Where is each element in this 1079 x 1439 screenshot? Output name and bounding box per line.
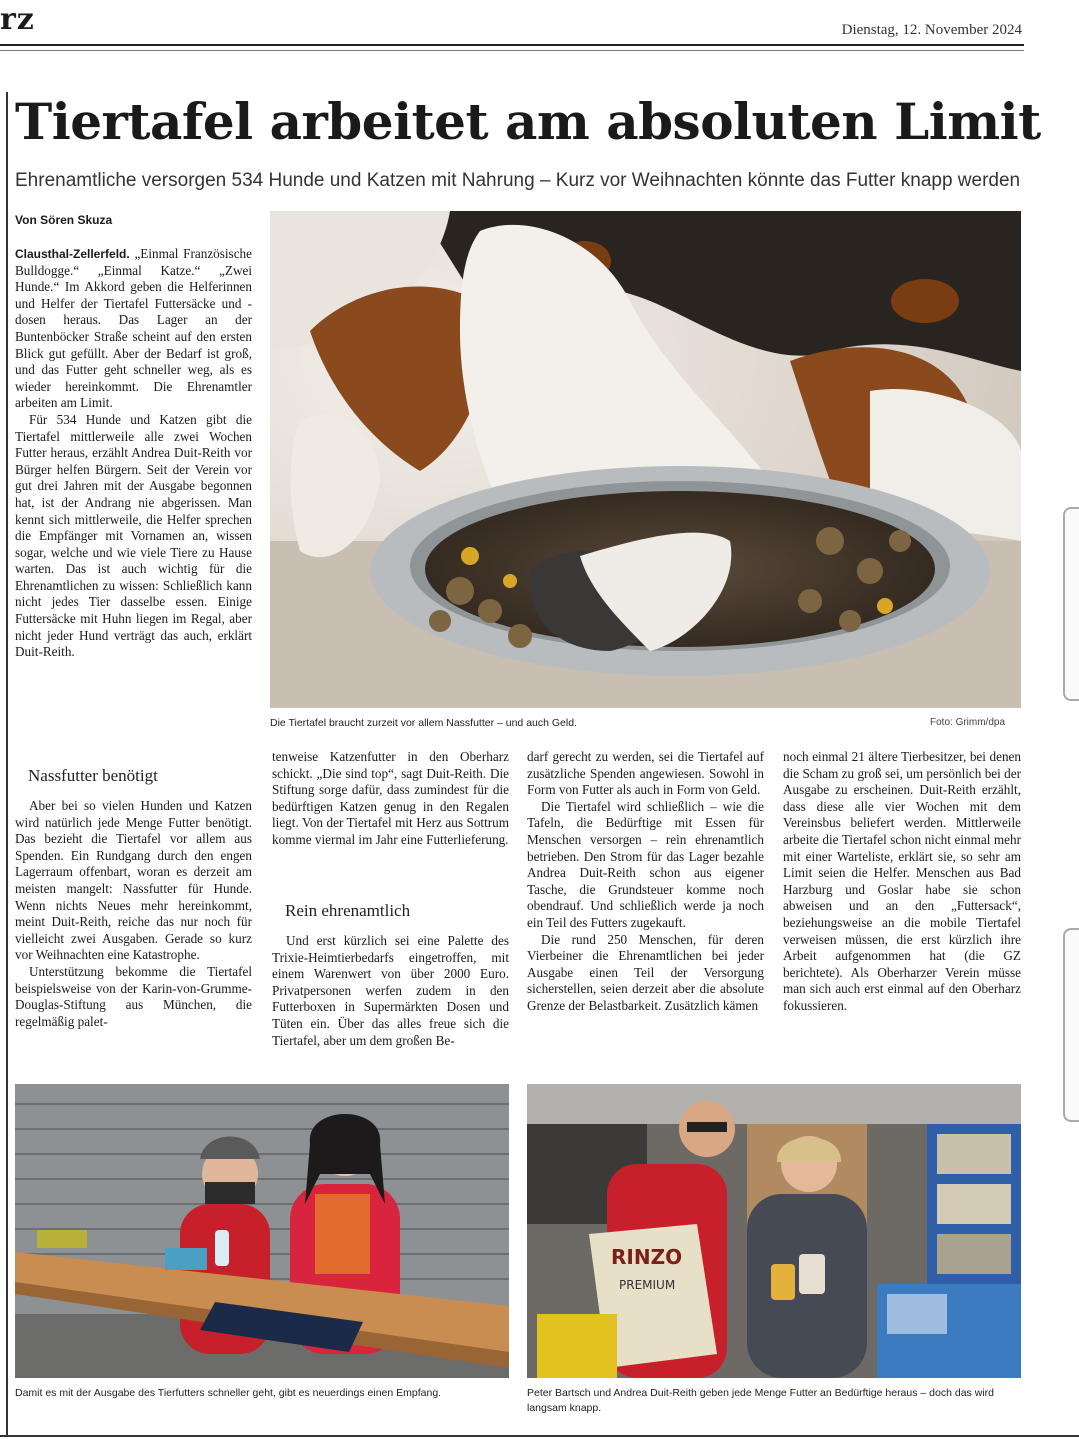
page-header bbox=[0, 0, 1024, 46]
header-rule bbox=[0, 50, 1024, 51]
article-paragraph: Aber bei so vielen Hunden und Katzen wird natürlich jede Menge Futter benötigt. Das bezieht die Tiertafel vor allem aus Spenden. Ein Rundgang durch den engen Lagerraum offenbart, woran es derzeit am meisten mangelt: Nassfutter für Hunde. Wenn nichts Neues mehr hereinkommt, meint Duit-Reith, reiche das nur noch für vielleicht zwei Ausgaben. Gerade so kurz vor Weihnachten eine Katastrophe. bbox=[15, 798, 252, 963]
article-column-1-upper bbox=[15, 246, 252, 661]
article-paragraph: tenweise Katzenfutter in den Oberharz schickt. „Die sind top“, sagt Duit-Reith. Die Stiftung sorge dafür, dass zumindest für die bedürftigen Katzen genug in den Regalen liegt. Von der Tiertafel mit Herz aus Sottrum komme viermal im Jahr eine Futterlieferung. bbox=[272, 749, 509, 847]
article-column-2-lower bbox=[272, 933, 509, 1049]
article-paragraph: darf gerecht zu werden, sei die Tiertafel auf zusätzliche Spenden angewiesen. Sowohl in Form von Futter als auch in Form von Geld. bbox=[527, 749, 764, 798]
article-paragraph: Für 534 Hunde und Katzen gibt die Tiertafel mittlerweile alle zwei Wochen Futter heraus, erzählt Andrea Duit-Reith vor Bürger helfen Bürgern. Seit der Verein vor gut drei Jahren mit der Ausgabe begonnen hat, ist der Andrang nie abgerissen. Man kennt sich mittlerweile, die Helfer sprechen die Empfänger mit Vornamen an, wissen sogar, welche und wie viele Tiere zu Hause warten. Das ist auch wichtig für die Ehrenamtlichen zu wissen: Schließlich kann nicht jedes Tier dasselbe essen. Einige Futtersäcke mit Huhn liegen im Regal, aber nicht jeder Hund verträgt das auch, erklärt Duit-Reith. bbox=[15, 411, 252, 660]
article-subtitle: Ehrenamtliche versorgen 534 Hunde und Katzen mit Nahrung – Kurz vor Weihnachten könnte das Futter knapp werden bbox=[15, 170, 1021, 191]
main-photo-caption: Die Tiertafel braucht zurzeit vor allem Nassfutter – und auch Geld. bbox=[270, 717, 577, 729]
food-bag-sublabel: PREMIUM bbox=[619, 1278, 676, 1292]
article-column-3 bbox=[527, 749, 764, 1015]
page-bottom-rule bbox=[0, 1435, 1079, 1437]
article-column-4 bbox=[783, 749, 1021, 1015]
dog-eating-photo bbox=[270, 211, 1021, 708]
reception-photo bbox=[15, 1084, 509, 1378]
article-paragraph: Die rund 250 Menschen, für deren Vierbeiner die Ehrenamtlichen bei jeder Ausgabe einen Teil der Versorgung sicherstellen, seien derzeit aber die absolute Grenze der Belastbarkeit. Zusätzlich kämen bbox=[527, 931, 764, 1013]
article-paragraph: Unterstützung bekomme die Tiertafel beispielsweise von der Karin-von-Grumme-Douglas-Stiftung aus München, die regelmäßig palet- bbox=[15, 963, 252, 1029]
main-photo-credit: Foto: Grimm/dpa bbox=[930, 717, 1006, 728]
article-paragraph bbox=[15, 246, 252, 412]
article-paragraph: Die Tiertafel wird schließlich – wie die Tafeln, die Bedürftige mit Essen für Menschen versorgen – rein ehrenamtlich betrieben. Den Strom für das Lager bezahle Andrea Duit-Reith schon aus eigener Tasche, die Grundsteuer komme noch obendrauf. Und schließlich werde ja noch ein Teil des Futters zugekauft. bbox=[527, 798, 764, 930]
paragraph-text: „Einmal Französische Bulldogge.“ „Einmal Katze.“ „Zwei Hunde.“ Im Akkord geben die Helferinnen und Helfer der Tiertafel Futtersäcke und -dosen heraus. Das Lager an der Buntenböcker Straße scheint auf den ersten Blick gut gefüllt. Aber der Bedarf ist groß, und das Futter geht schneller weg, als es wieder hereinkommt. Die Ehrenamtler arbeiten am Limit. bbox=[15, 246, 252, 411]
reception-photo-caption: Damit es mit der Ausgabe des Tierfutters schneller geht, gibt es neuerdings einen Empfang. bbox=[15, 1387, 442, 1399]
article-byline: Von Sören Skuza bbox=[15, 213, 113, 227]
warehouse-photo bbox=[527, 1084, 1021, 1378]
page-turn-handle-lower[interactable] bbox=[1063, 928, 1079, 1122]
article-title: Tiertafel arbeitet am absoluten Limit bbox=[15, 92, 1041, 151]
article-paragraph: noch einmal 21 ältere Tierbesitzer, bei denen die Scham zu groß sei, um persönlich bei der Ausgabe zu erscheinen. Duit-Reith erzählt, dass diese alle vier Wochen mit dem Vereinsbus beliefert werden. Mittlerweile arbeite die Tiertafel schon nicht einmal mehr mit einer Warteliste, erklärt sie, so sehr am Limit seien die Helfer. Menschen aus Bad Harzburg und Goslar habe sie schon abweisen und an den „Futtersack“, beziehungsweise an die mobile Tiertafel verweisen müssen, die erst kürzlich ihre Arbeit aufgenommen hat (die GZ berichtete). Als Oberharzer Verein müsse man sich auch erst einmal auf den Oberharz fokussieren. bbox=[783, 749, 1021, 1013]
section-label: rz bbox=[0, 2, 35, 37]
left-column-rule bbox=[6, 92, 8, 1437]
dateline: Clausthal-Zellerfeld. bbox=[15, 247, 130, 261]
main-photo bbox=[270, 211, 1021, 708]
article-column-2 bbox=[272, 749, 509, 849]
article-paragraph: Und erst kürzlich sei eine Palette des Trixie-Heimtierbedarfs eingetroffen, mit einem Warenwert von über 2000 Euro. Privatpersonen werfen zudem in den Futterboxen in Supermärkten Dosen und Tüten ein. Über das alles freue sich die Tiertafel, aber um dem großen Be- bbox=[272, 933, 509, 1048]
article-column-1-lower bbox=[15, 798, 252, 1030]
issue-date: Dienstag, 12. November 2024 bbox=[841, 22, 1022, 38]
subheading: Rein ehrenamtlich bbox=[285, 901, 411, 920]
food-bag-label: RINZO bbox=[611, 1245, 683, 1269]
warehouse-photo-caption: Peter Bartsch und Andrea Duit-Reith geben jede Menge Futter an Bedürftige heraus – doch das wird langsam knapp. bbox=[527, 1387, 994, 1414]
warehouse-photo-image bbox=[527, 1084, 1021, 1378]
reception-photo-image bbox=[15, 1084, 509, 1378]
page-turn-handle-upper[interactable] bbox=[1063, 507, 1079, 701]
subheading: Nassfutter benötigt bbox=[28, 766, 158, 785]
